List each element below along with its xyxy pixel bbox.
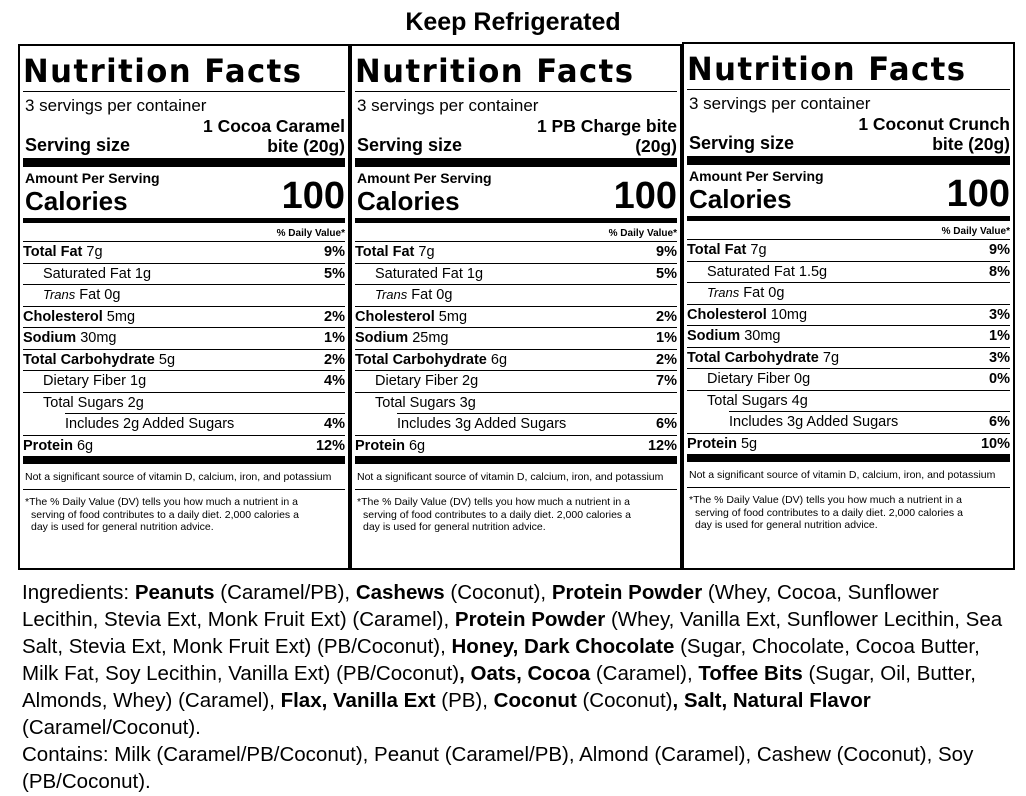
saturated-fat-label: Saturated Fat 1g <box>43 265 152 282</box>
protein-row <box>23 435 345 457</box>
total-fat-amount: 7g <box>750 242 767 258</box>
cholesterol-label: Cholesterol <box>355 308 435 325</box>
cholesterol-dv: 2% <box>324 308 345 325</box>
ingredient-text: (Caramel/Coconut). <box>22 716 201 739</box>
daily-value-footnote <box>23 489 345 534</box>
added-sugars-label: Includes 3g Added Sugars <box>397 416 567 432</box>
trans-fat-row <box>355 284 677 306</box>
ingredient-bold: Cashews <box>355 581 445 604</box>
carbohydrate-label: Total Carbohydrate <box>23 351 155 368</box>
calories-value: 100 <box>946 173 1010 215</box>
sodium-amount: 30mg <box>80 330 117 346</box>
protein-amount: 6g <box>76 437 94 454</box>
footnote-line3: day is used for general nutrition advice. <box>695 519 878 531</box>
ingredients-block <box>22 579 1007 795</box>
fiber-dv: 4% <box>324 373 345 389</box>
added-sugars-row <box>397 413 677 435</box>
protein-dv: 12% <box>315 437 345 454</box>
total-sugars-row <box>355 392 677 414</box>
total-fat-row <box>687 239 1010 261</box>
ingredient-bold: Toffee Bits <box>698 662 803 685</box>
fiber-dv: 0% <box>989 371 1010 387</box>
thick-divider <box>355 158 677 167</box>
footnote-line2: serving of food contributes to a daily diet. 2,000 calories a <box>31 508 299 521</box>
contains-text: Contains: Milk (Caramel/PB/Coconut), Peanut (Caramel/PB), Almond (Caramel), Cashew (Coconut), Soy (PB/Coconut). <box>22 743 974 793</box>
saturated-fat-dv: 5% <box>656 265 677 282</box>
cholesterol-label: Cholesterol <box>23 308 103 325</box>
carbohydrate-amount: 6g <box>490 351 508 368</box>
total-fat-dv: 9% <box>656 244 677 260</box>
nutrition-facts-title: Nutrition Facts <box>687 50 967 88</box>
saturated-fat-label: Saturated Fat 1.5g <box>707 263 828 280</box>
total-sugars-row <box>687 390 1010 412</box>
ingredient-text: (Whey, Vanilla Ext, Sunflower Lecithin, Sea Salt, Stevia Ext, Monk Fruit Ext) (PB/Coconut), <box>22 608 1003 658</box>
fiber-row <box>23 370 345 392</box>
carbohydrate-dv: 2% <box>324 351 345 368</box>
serving-size-line2: bite (20g) <box>267 136 345 156</box>
daily-value-header: % Daily Value* <box>276 228 345 239</box>
sodium-dv: 1% <box>989 328 1010 344</box>
fiber-row <box>355 370 677 392</box>
nutrition-facts-title: Nutrition Facts <box>355 52 635 90</box>
carbohydrate-row <box>23 349 345 371</box>
trans-italic: Trans <box>43 287 76 302</box>
fiber-label: Dietary Fiber 2g <box>375 373 479 389</box>
medium-divider <box>687 216 1010 221</box>
total-fat-amount: 7g <box>86 244 103 260</box>
keep-refrigerated-title: Keep Refrigerated <box>405 8 621 36</box>
nutrition-facts-title: Nutrition Facts <box>23 52 303 90</box>
calories-label: Calories <box>357 186 460 216</box>
ingredient-text: (Caramel), <box>590 662 699 685</box>
serving-size-label: Serving size <box>25 135 131 155</box>
trans-fat-amount: Fat 0g <box>743 285 785 301</box>
cholesterol-row <box>687 304 1010 326</box>
added-sugars-row <box>729 411 1010 433</box>
carbohydrate-label: Total Carbohydrate <box>687 349 819 366</box>
servings-per-container: 3 servings per container <box>689 94 871 113</box>
ingredient-bold: Coconut <box>493 689 577 712</box>
cholesterol-amount: 5mg <box>438 308 468 325</box>
thick-divider <box>687 156 1010 165</box>
amount-per-serving: Amount Per Serving <box>25 170 160 186</box>
thick-divider <box>687 454 1010 461</box>
protein-label: Protein <box>355 437 405 454</box>
sodium-label: Sodium <box>355 330 409 346</box>
ingredient-text: (PB), <box>435 689 494 712</box>
vitamin-note: Not a significant source of vitamin D, calcium, iron, and potassium <box>23 463 345 489</box>
daily-value-footnote <box>687 487 1010 532</box>
ingredient-bold: , Salt, Natural Flavor <box>672 689 871 712</box>
amount-per-serving: Amount Per Serving <box>689 168 824 184</box>
saturated-fat-dv: 5% <box>324 265 345 282</box>
added-sugars-row <box>65 413 345 435</box>
daily-value-header: % Daily Value* <box>608 228 677 239</box>
total-fat-dv: 9% <box>989 242 1010 258</box>
daily-value-footnote <box>355 489 677 534</box>
trans-fat-row <box>687 282 1010 304</box>
vitamin-note: Not a significant source of vitamin D, calcium, iron, and potassium <box>355 463 677 489</box>
sodium-row <box>687 325 1010 347</box>
carbohydrate-label: Total Carbohydrate <box>355 351 487 368</box>
added-sugars-dv: 4% <box>324 416 345 432</box>
thick-divider <box>23 456 345 463</box>
cholesterol-dv: 3% <box>989 306 1010 323</box>
total-fat-row <box>355 241 677 263</box>
servings-per-container: 3 servings per container <box>25 96 207 115</box>
amount-per-serving: Amount Per Serving <box>357 170 492 186</box>
protein-amount: 6g <box>408 437 426 454</box>
ingredient-text: (Caramel/PB), <box>214 581 356 604</box>
footnote-line3: day is used for general nutrition advice. <box>363 521 546 533</box>
vitamin-note: Not a significant source of vitamin D, calcium, iron, and potassium <box>687 461 1010 487</box>
nutrition-panel-coconut-crunch <box>682 42 1015 570</box>
ingredient-text: (Sugar, Oil, Butter, Almonds, Whey) (Caramel), <box>22 662 976 712</box>
added-sugars-label: Includes 2g Added Sugars <box>65 416 235 432</box>
calories-label: Calories <box>689 184 792 214</box>
thick-divider <box>355 456 677 463</box>
medium-divider <box>355 218 677 223</box>
protein-row <box>687 433 1010 455</box>
protein-label: Protein <box>687 435 737 452</box>
added-sugars-dv: 6% <box>989 414 1010 430</box>
total-sugars-label: Total Sugars 3g <box>375 394 476 411</box>
saturated-fat-row <box>23 263 345 285</box>
footnote-line2: serving of food contributes to a daily diet. 2,000 calories a <box>363 508 631 521</box>
footnote-line1: *The % Daily Value (DV) tells you how much a nutrient in a <box>25 496 298 508</box>
protein-dv: 12% <box>647 437 677 454</box>
total-sugars-label: Total Sugars 4g <box>707 392 808 409</box>
nutrition-panel-pb-charge <box>350 44 682 570</box>
ingredients-text <box>22 581 1002 739</box>
saturated-fat-row <box>687 261 1010 283</box>
total-sugars-row <box>23 392 345 414</box>
ingredient-text: (Coconut), <box>444 581 552 604</box>
carbohydrate-dv: 2% <box>656 351 677 368</box>
fiber-label: Dietary Fiber 0g <box>707 371 811 387</box>
total-fat-dv: 9% <box>324 244 345 260</box>
ingredient-bold: Flax, Vanilla Ext <box>280 689 436 712</box>
sodium-dv: 1% <box>656 330 677 346</box>
total-fat-label: Total Fat <box>23 244 83 260</box>
cholesterol-dv: 2% <box>656 308 677 325</box>
serving-size-label: Serving size <box>689 133 795 153</box>
sodium-amount: 30mg <box>744 328 781 344</box>
ingredient-text: (Whey, Cocoa, Sunflower Lecithin, Stevia Ext, Monk Fruit Ext) (Caramel), <box>22 581 939 631</box>
fiber-row <box>687 368 1010 390</box>
total-sugars-label: Total Sugars 2g <box>43 394 144 411</box>
total-fat-amount: 7g <box>418 244 435 260</box>
cholesterol-row <box>23 306 345 328</box>
trans-fat-amount: Fat 0g <box>411 287 453 303</box>
daily-value-header: % Daily Value* <box>941 226 1010 237</box>
ingredient-bold: Protein Powder <box>454 608 606 631</box>
carbohydrate-row <box>355 349 677 371</box>
carbohydrate-row <box>687 347 1010 369</box>
added-sugars-label: Includes 3g Added Sugars <box>729 414 899 430</box>
sodium-label: Sodium <box>23 330 77 346</box>
saturated-fat-label: Saturated Fat 1g <box>375 265 484 282</box>
serving-size-line1: 1 Coconut Crunch <box>858 114 1010 134</box>
total-fat-label: Total Fat <box>355 244 415 260</box>
added-sugars-dv: 6% <box>656 416 677 432</box>
protein-amount: 5g <box>740 435 758 452</box>
nutrition-panel-cocoa-caramel <box>18 44 350 570</box>
ingredient-bold: Protein Powder <box>551 581 703 604</box>
total-fat-label: Total Fat <box>687 242 747 258</box>
fiber-label: Dietary Fiber 1g <box>43 373 147 389</box>
footnote-line1: *The % Daily Value (DV) tells you how much a nutrient in a <box>689 494 962 506</box>
trans-italic: Trans <box>375 287 408 302</box>
trans-fat-amount: Fat 0g <box>79 287 121 303</box>
calories-label: Calories <box>25 186 128 216</box>
ingredient-text: (Sugar, Chocolate, Cocoa Butter, Milk Fat, Soy Lecithin, Vanilla Ext) (PB/Coconut) <box>22 635 980 685</box>
sodium-row <box>355 327 677 349</box>
total-fat-row <box>23 241 345 263</box>
sodium-row <box>23 327 345 349</box>
sodium-amount: 25mg <box>412 330 449 346</box>
carbohydrate-amount: 5g <box>158 351 176 368</box>
saturated-fat-dv: 8% <box>989 263 1010 280</box>
ingredient-bold: , Oats, Cocoa <box>459 662 591 685</box>
footnote-line2: serving of food contributes to a daily diet. 2,000 calories a <box>695 506 963 519</box>
protein-row <box>355 435 677 457</box>
calories-value: 100 <box>281 175 345 217</box>
trans-fat-row <box>23 284 345 306</box>
carbohydrate-dv: 3% <box>989 349 1010 366</box>
sodium-label: Sodium <box>687 328 741 344</box>
carbohydrate-amount: 7g <box>822 349 840 366</box>
serving-size-line1: 1 Cocoa Caramel <box>202 116 345 136</box>
footnote-line1: *The % Daily Value (DV) tells you how much a nutrient in a <box>357 496 630 508</box>
serving-size-line2: bite (20g) <box>932 134 1010 154</box>
protein-label: Protein <box>23 437 73 454</box>
cholesterol-label: Cholesterol <box>687 306 767 323</box>
footnote-line3: day is used for general nutrition advice. <box>31 521 214 533</box>
fiber-dv: 7% <box>656 373 677 389</box>
trans-italic: Trans <box>707 285 740 300</box>
serving-size-value <box>537 116 677 156</box>
serving-size-value <box>203 116 345 156</box>
ingredient-bold: Peanuts <box>134 581 215 604</box>
ingredient-bold: Honey, Dark Chocolate <box>451 635 675 658</box>
cholesterol-amount: 5mg <box>106 308 136 325</box>
calories-value: 100 <box>613 175 677 217</box>
cholesterol-row <box>355 306 677 328</box>
cholesterol-amount: 10mg <box>770 306 808 323</box>
ingredient-text: (Coconut) <box>576 689 673 712</box>
medium-divider <box>23 218 345 223</box>
servings-per-container: 3 servings per container <box>357 96 539 115</box>
serving-size-label: Serving size <box>357 135 463 155</box>
saturated-fat-row <box>355 263 677 285</box>
ingredient-text: Ingredients: <box>22 581 135 604</box>
serving-size-line2: (20g) <box>635 136 677 156</box>
thick-divider <box>23 158 345 167</box>
sodium-dv: 1% <box>324 330 345 346</box>
serving-size-line1: 1 PB Charge bite <box>536 116 677 136</box>
protein-dv: 10% <box>980 435 1010 452</box>
serving-size-value <box>858 114 1010 154</box>
